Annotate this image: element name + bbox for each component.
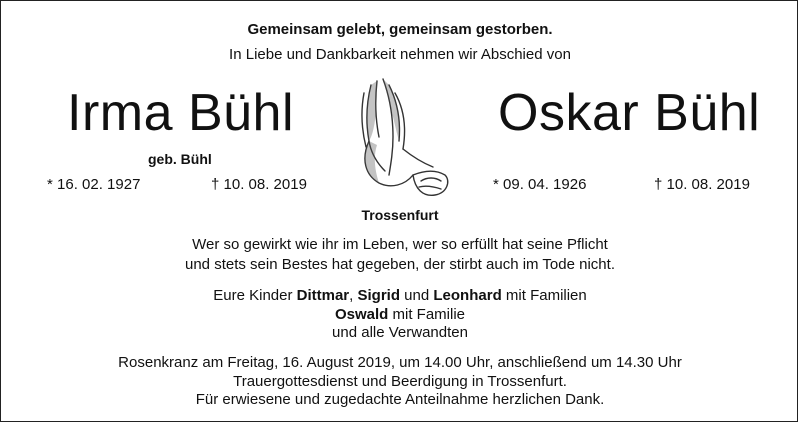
praying-hands-icon [331, 71, 461, 201]
name-irma: Irma Bühl [67, 84, 295, 142]
birth-date-irma: * 16. 02. 1927 [47, 176, 141, 193]
family-line-relatives: und alle Verwandten [332, 324, 468, 341]
family-line-oswald [1, 306, 799, 323]
intro-text: In Liebe und Dankbarkeit nehmen wir Abschied von [229, 46, 571, 63]
name-oskar: Oskar Bühl [498, 84, 761, 142]
family-line-children [1, 287, 799, 304]
service-line: Rosenkranz am Freitag, 16. August 2019, um 14.00 Uhr, anschließend um 14.30 Uhr [118, 354, 682, 371]
birth-date-oskar: * 09. 04. 1926 [493, 176, 587, 193]
death-date-oskar: † 10. 08. 2019 [654, 176, 750, 193]
thanks-line: Für erwiesene und zugedachte Anteilnahme herzlichen Dank. [195, 391, 605, 408]
family-text: mit Familien [501, 287, 587, 304]
family-text: , [349, 287, 358, 304]
verse-line: und stets sein Bestes hat gegeben, der stirbt auch im Tode nicht. [185, 256, 615, 273]
child-name: Dittmar [296, 287, 350, 304]
maiden-name: geb. Bühl [148, 151, 212, 167]
child-name: Leonhard [433, 287, 502, 304]
verse-line: Wer so gewirkt wie ihr im Leben, wer so erfüllt hat seine Pflicht [192, 236, 608, 253]
family-text: und [400, 287, 434, 304]
headline: Gemeinsam gelebt, gemeinsam gestorben. [247, 21, 553, 38]
place-name: Trossenfurt [361, 207, 439, 223]
service-line: Trauergottesdienst und Beerdigung in Trossenfurt. [233, 373, 567, 390]
child-name: Oswald [334, 306, 389, 323]
family-text: Eure Kinder [213, 287, 297, 304]
death-date-irma: † 10. 08. 2019 [211, 176, 307, 193]
child-name: Sigrid [357, 287, 401, 304]
family-text: mit Familie [388, 306, 466, 323]
